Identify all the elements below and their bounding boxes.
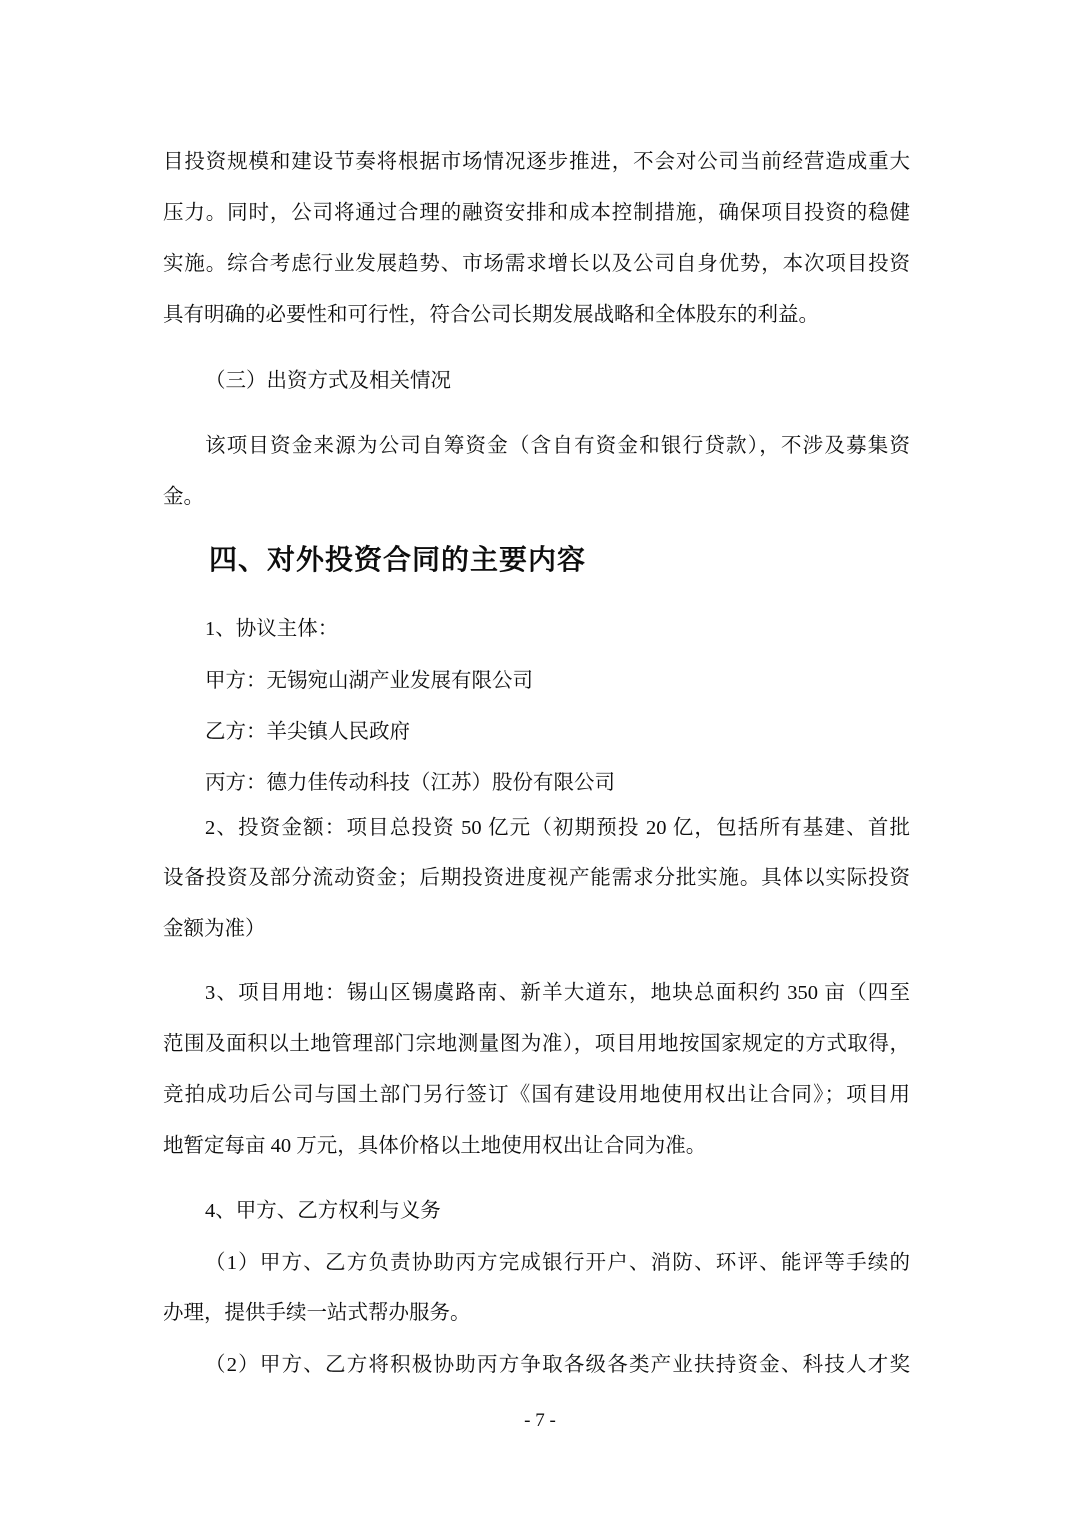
text-line: 该项目资金来源为公司自筹资金（含自有资金和银行贷款），不涉及募集资 [205,435,910,457]
section-heading: 四、对外投资合同的主要内容 [209,545,587,576]
text-line: 4、甲方、乙方权利与义务 [205,1200,441,1222]
text-line: 实施。综合考虑行业发展趋势、市场需求增长以及公司自身优势，本次项目投资 [163,253,910,275]
text-line: （2）甲方、乙方将积极协助丙方争取各级各类产业扶持资金、科技人才奖 [205,1354,910,1376]
text-line: 金。 [163,486,204,508]
text-line: 丙方：德力佳传动科技（江苏）股份有限公司 [205,772,615,794]
text-line: 金额为准） [163,918,266,940]
text-line: 地暂定每亩 40 万元，具体价格以土地使用权出让合同为准。 [163,1135,707,1157]
text-line: 2、投资金额：项目总投资 50 亿元（初期预投 20 亿，包括所有基建、首批 [205,817,910,839]
text-line: 压力。同时，公司将通过合理的融资安排和成本控制措施，确保项目投资的稳健 [163,202,910,224]
text-line: （三）出资方式及相关情况 [205,370,451,392]
text-line: 具有明确的必要性和可行性，符合公司长期发展战略和全体股东的利益。 [163,304,819,326]
page-number: - 7 - [524,1410,556,1431]
text-line: 目投资规模和建设节奏将根据市场情况逐步推进，不会对公司当前经营造成重大 [163,151,910,173]
text-line: 范围及面积以土地管理部门宗地测量图为准），项目用地按国家规定的方式取得， [163,1033,910,1055]
text-line: 竞拍成功后公司与国土部门另行签订《国有建设用地使用权出让合同》；项目用 [163,1084,910,1106]
text-line: 甲方：无锡宛山湖产业发展有限公司 [205,670,533,692]
text-line: 乙方：羊尖镇人民政府 [205,721,410,743]
text-line: 办理，提供手续一站式帮办服务。 [163,1302,471,1324]
text-line: 设备投资及部分流动资金；后期投资进度视产能需求分批实施。具体以实际投资 [163,867,910,889]
text-line: （1）甲方、乙方负责协助丙方完成银行开户、消防、环评、能评等手续的 [205,1252,910,1274]
text-line: 1、协议主体： [205,618,339,640]
text-line: 3、项目用地：锡山区锡虞路南、新羊大道东，地块总面积约 350 亩（四至 [205,982,910,1004]
